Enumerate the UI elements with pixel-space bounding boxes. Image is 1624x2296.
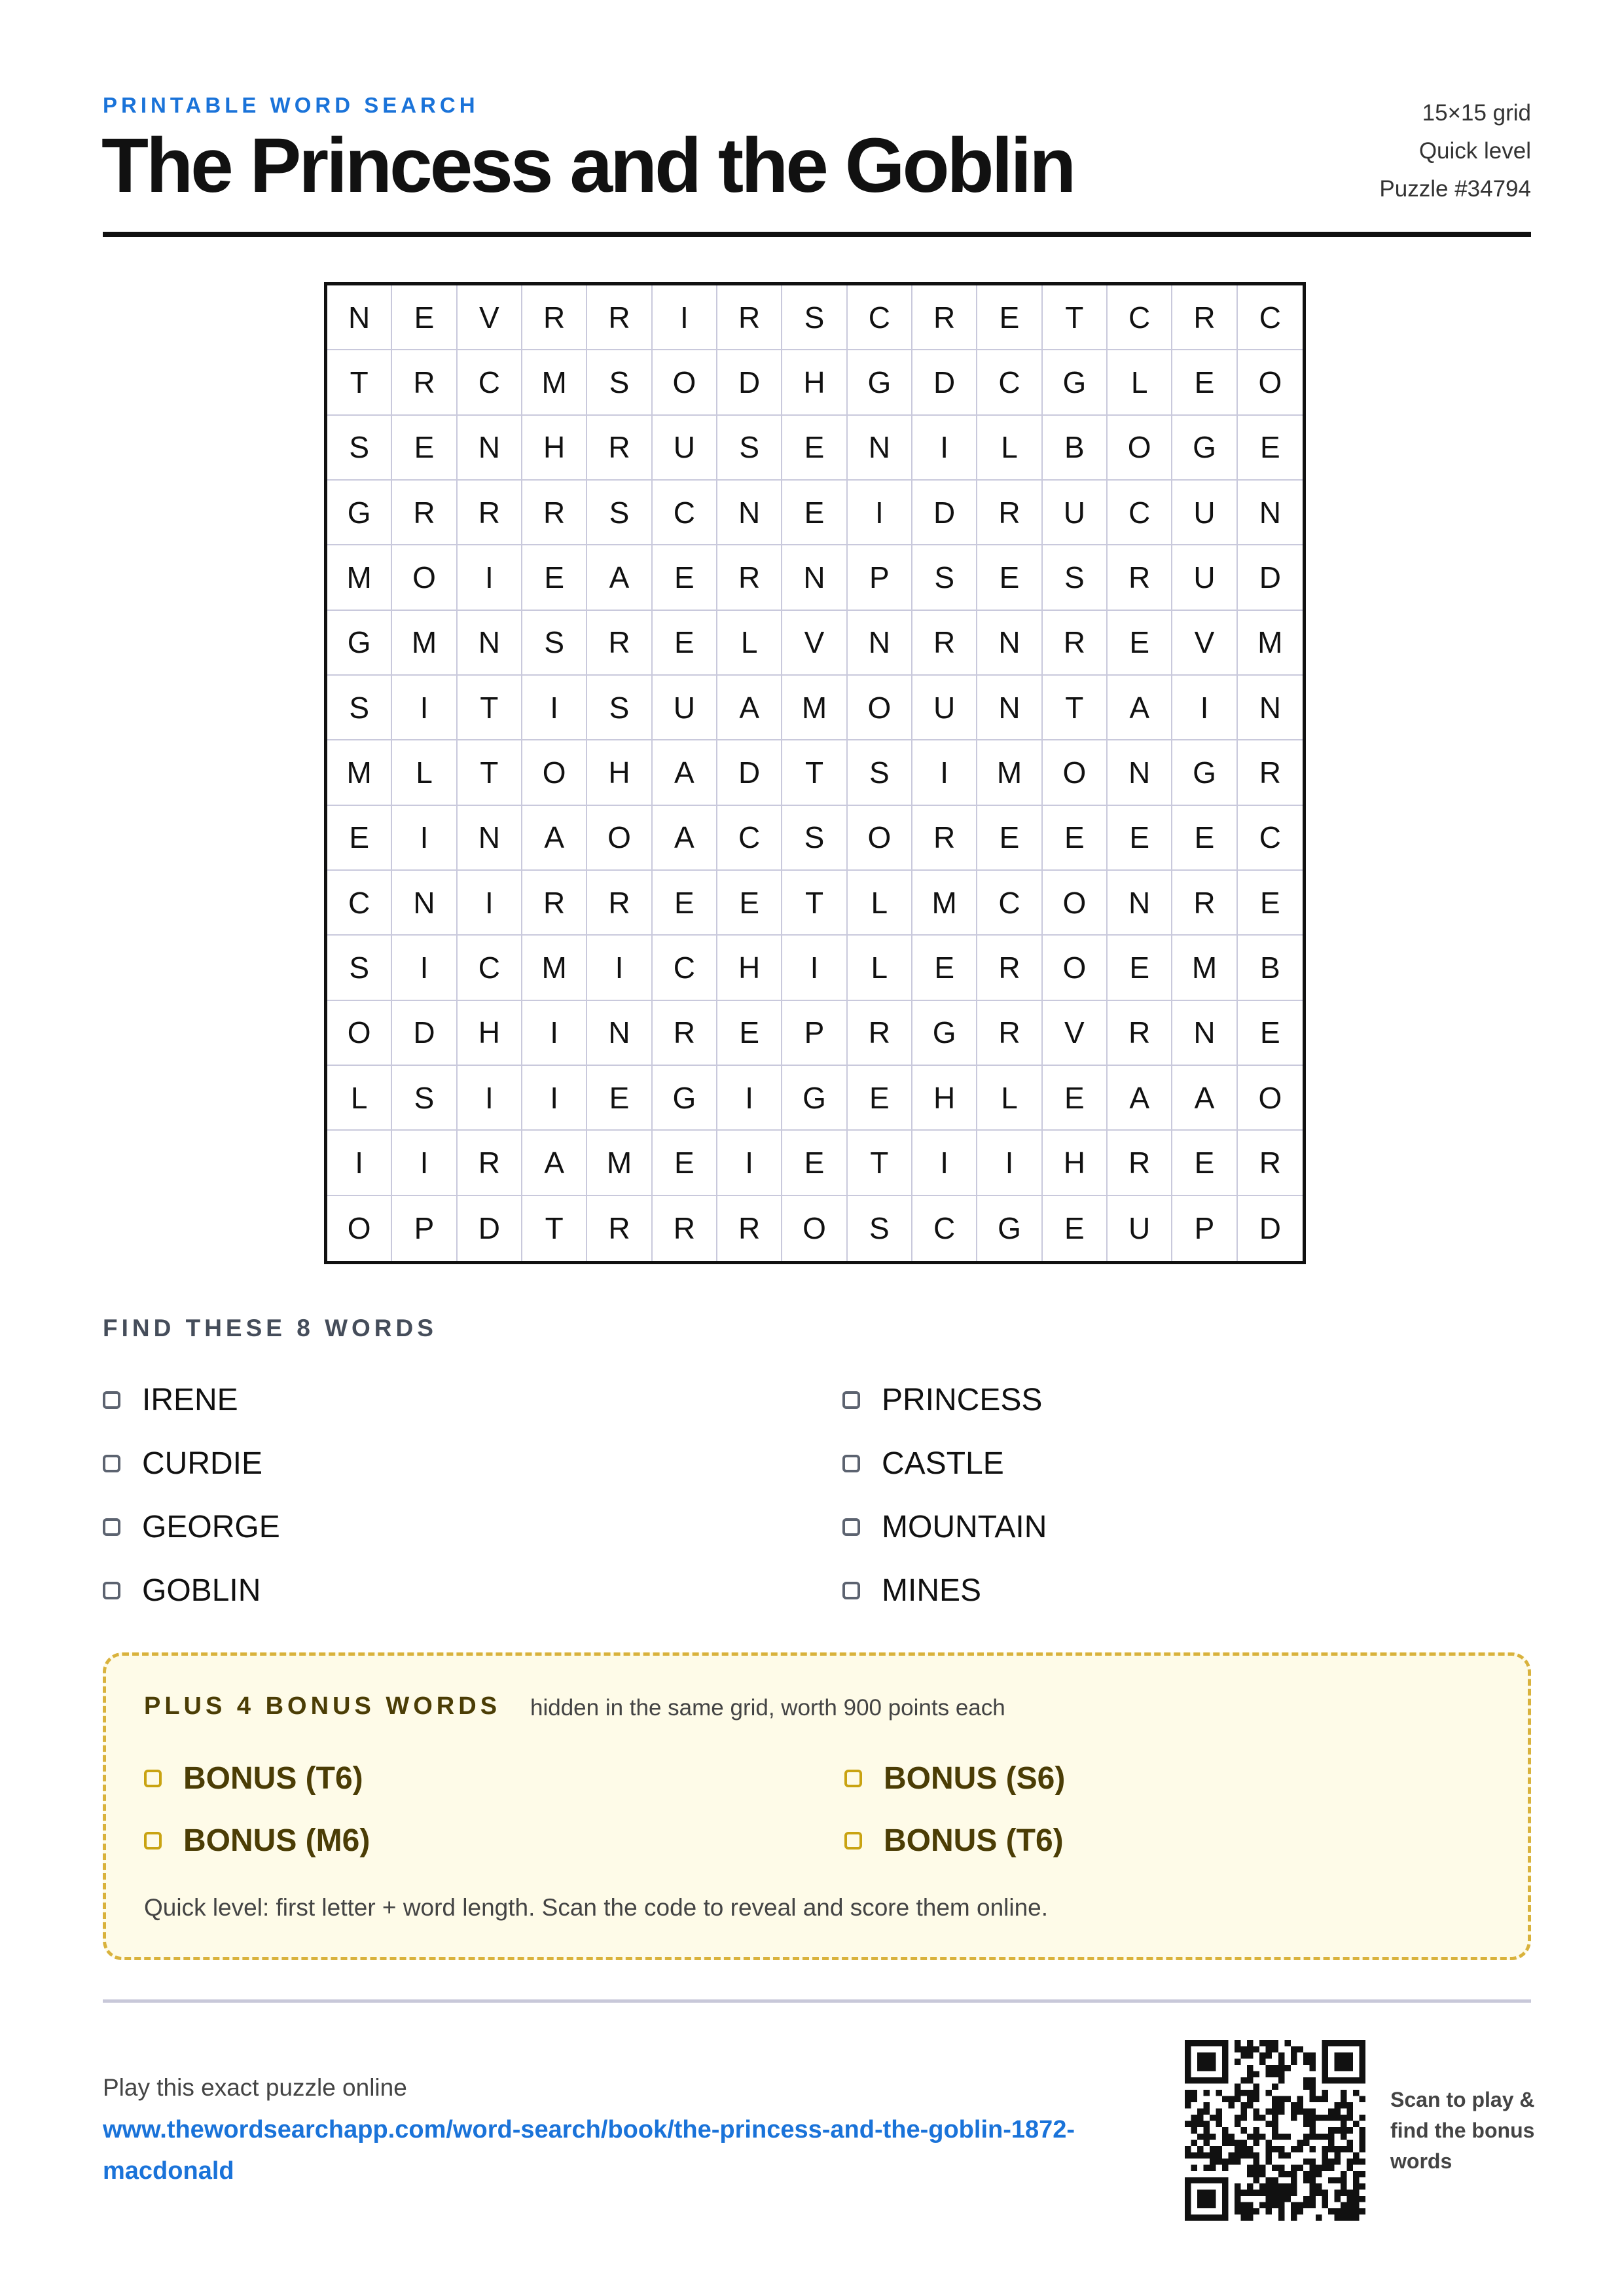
grid-cell[interactable]: M — [392, 611, 457, 676]
grid-cell[interactable]: S — [717, 416, 782, 481]
grid-cell[interactable]: P — [782, 1001, 847, 1066]
grid-cell[interactable]: U — [1043, 481, 1108, 545]
puzzle-number: Puzzle #34794 — [1379, 176, 1531, 202]
grid-cell[interactable]: R — [1108, 1131, 1172, 1195]
grid-cell[interactable]: M — [912, 871, 977, 936]
grid-cell[interactable]: O — [327, 1196, 392, 1261]
grid-cell[interactable]: C — [977, 871, 1042, 936]
grid-cell[interactable]: R — [587, 416, 652, 481]
grid-cell[interactable]: C — [1108, 285, 1172, 350]
grid-cell[interactable]: G — [1043, 350, 1108, 415]
grid-cell[interactable]: T — [458, 676, 522, 740]
kicker-label: PRINTABLE WORD SEARCH — [103, 93, 479, 117]
grid-cell[interactable]: O — [1238, 1066, 1303, 1131]
grid-cell[interactable]: D — [392, 1001, 457, 1066]
word-label: CASTLE — [882, 1446, 1004, 1481]
checkbox-icon[interactable] — [842, 1518, 860, 1536]
grid-cell[interactable]: E — [392, 285, 457, 350]
word-label: MINES — [882, 1573, 982, 1608]
bonus-word-item[interactable] — [144, 1747, 844, 1810]
grid-cell[interactable]: O — [1043, 936, 1108, 1000]
grid-cell[interactable]: G — [653, 1066, 717, 1131]
grid-cell[interactable]: O — [1043, 740, 1108, 805]
grid-cell[interactable]: M — [1238, 611, 1303, 676]
grid-cell[interactable]: C — [327, 871, 392, 936]
grid-cell[interactable]: E — [1108, 936, 1172, 1000]
word-label: IRENE — [142, 1383, 238, 1417]
grid-cell[interactable]: M — [522, 350, 587, 415]
bonus-note: Quick level: first letter + word length. Scan the code to reveal and score them online. — [144, 1894, 1049, 1921]
grid-cell[interactable]: T — [1043, 676, 1108, 740]
grid-cell[interactable]: C — [458, 350, 522, 415]
grid-cell[interactable]: A — [717, 676, 782, 740]
checkbox-icon[interactable] — [842, 1455, 860, 1472]
grid-cell[interactable]: S — [327, 936, 392, 1000]
grid-cell[interactable]: G — [848, 350, 912, 415]
grid-cell[interactable]: I — [1172, 676, 1237, 740]
grid-cell[interactable]: N — [458, 416, 522, 481]
page-title: The Princess and the Goblin — [101, 122, 1074, 209]
bonus-word-list — [144, 1747, 1126, 1872]
grid-cell[interactable]: I — [458, 1066, 522, 1131]
grid-cell[interactable]: C — [1238, 806, 1303, 871]
grid-cell[interactable]: R — [587, 611, 652, 676]
grid-cell[interactable]: I — [848, 481, 912, 545]
grid-cell[interactable]: N — [977, 611, 1042, 676]
grid-cell[interactable]: B — [1238, 936, 1303, 1000]
grid-cell[interactable]: I — [458, 871, 522, 936]
grid-cell[interactable]: D — [717, 740, 782, 805]
word-label: PRINCESS — [882, 1383, 1043, 1417]
grid-cell[interactable]: R — [653, 1001, 717, 1066]
word-item[interactable] — [842, 1368, 1150, 1432]
grid-cell[interactable]: I — [522, 1066, 587, 1131]
grid-cell[interactable]: E — [653, 611, 717, 676]
grid-cell[interactable]: O — [1238, 350, 1303, 415]
grid-cell[interactable]: E — [717, 1001, 782, 1066]
header-rule — [103, 232, 1531, 237]
grid-cell[interactable]: E — [1238, 416, 1303, 481]
grid-cell[interactable]: N — [587, 1001, 652, 1066]
grid-cell[interactable]: S — [327, 416, 392, 481]
grid-cell[interactable]: H — [587, 740, 652, 805]
grid-cell[interactable]: V — [458, 285, 522, 350]
grid-cell[interactable]: R — [392, 481, 457, 545]
grid-cell[interactable]: R — [587, 1196, 652, 1261]
word-label: GOBLIN — [142, 1573, 261, 1608]
grid-cell[interactable]: H — [912, 1066, 977, 1131]
word-label: CURDIE — [142, 1446, 263, 1481]
grid-cell[interactable]: O — [653, 350, 717, 415]
grid-cell[interactable]: A — [653, 806, 717, 871]
qr-code-icon[interactable] — [1185, 2040, 1365, 2221]
grid-cell[interactable]: R — [458, 1131, 522, 1195]
grid-cell[interactable]: R — [1043, 611, 1108, 676]
grid-cell[interactable]: D — [458, 1196, 522, 1261]
word-item[interactable] — [842, 1432, 1150, 1495]
grid-cell[interactable]: C — [717, 806, 782, 871]
grid-cell[interactable]: S — [587, 350, 652, 415]
grid-cell[interactable]: A — [1108, 676, 1172, 740]
grid-cell[interactable]: M — [1172, 936, 1237, 1000]
grid-cell[interactable]: E — [1172, 350, 1237, 415]
grid-cell[interactable]: N — [1172, 1001, 1237, 1066]
grid-cell[interactable]: C — [653, 936, 717, 1000]
grid-cell[interactable]: N — [327, 285, 392, 350]
grid-cell[interactable]: E — [1043, 1066, 1108, 1131]
puzzle-meta — [1379, 94, 1531, 208]
grid-cell[interactable]: L — [848, 936, 912, 1000]
grid-cell[interactable]: S — [522, 611, 587, 676]
grid-cell[interactable]: R — [977, 936, 1042, 1000]
grid-cell[interactable]: D — [912, 481, 977, 545]
grid-cell[interactable]: R — [717, 1196, 782, 1261]
grid-cell[interactable]: E — [1108, 611, 1172, 676]
grid-cell[interactable]: O — [848, 676, 912, 740]
grid-cell[interactable]: E — [653, 871, 717, 936]
grid-cell[interactable]: T — [782, 740, 847, 805]
grid-cell[interactable]: D — [1259, 1211, 1281, 1246]
word-item[interactable] — [842, 1559, 1150, 1622]
grid-cell[interactable]: C — [977, 350, 1042, 415]
grid-cell[interactable]: G — [327, 611, 392, 676]
grid-cell[interactable]: S — [327, 676, 392, 740]
grid-cell[interactable]: R — [912, 285, 977, 350]
grid-cell[interactable]: U — [1172, 481, 1237, 545]
grid-cell[interactable]: A — [1108, 1066, 1172, 1131]
word-item[interactable] — [103, 1432, 842, 1495]
checkbox-icon[interactable] — [842, 1391, 860, 1409]
grid-cell[interactable]: N — [1108, 871, 1172, 936]
grid-cell[interactable]: O — [587, 806, 652, 871]
checkbox-icon[interactable] — [844, 1832, 862, 1850]
grid-cell[interactable]: I — [458, 545, 522, 610]
grid-cell[interactable]: L — [717, 611, 782, 676]
grid-cell[interactable]: O — [1108, 416, 1172, 481]
grid-cell[interactable]: R — [392, 350, 457, 415]
bonus-word-item[interactable] — [844, 1747, 1126, 1810]
grid-cell[interactable]: D — [1238, 545, 1303, 610]
grid-cell[interactable]: R — [587, 871, 652, 936]
qr-caption: Scan to play & find the bonus words — [1390, 2088, 1535, 2173]
grid-cell[interactable]: R — [717, 545, 782, 610]
grid-cell[interactable]: N — [848, 416, 912, 481]
grid-cell[interactable]: I — [587, 936, 652, 1000]
grid-cell[interactable]: C — [848, 285, 912, 350]
grid-cell[interactable]: S — [587, 481, 652, 545]
grid-cell[interactable]: R — [977, 481, 1042, 545]
grid-cell[interactable]: U — [653, 676, 717, 740]
grid-cell[interactable]: L — [977, 1066, 1042, 1131]
grid-cell[interactable]: O — [522, 740, 587, 805]
grid-cell[interactable]: R — [522, 481, 587, 545]
grid-cell[interactable]: T — [458, 740, 522, 805]
grid-cell[interactable]: I — [717, 1131, 782, 1195]
grid-cell[interactable]: S — [782, 806, 847, 871]
grid-cell[interactable]: T — [848, 1131, 912, 1195]
grid-cell[interactable]: M — [587, 1131, 652, 1195]
grid-cell[interactable]: U — [1108, 1196, 1172, 1261]
grid-cell[interactable]: I — [522, 676, 587, 740]
grid-cell[interactable]: G — [977, 1196, 1042, 1261]
grid-cell[interactable]: E — [912, 936, 977, 1000]
bonus-word-item[interactable] — [144, 1810, 844, 1872]
grid-cell[interactable]: S — [587, 676, 652, 740]
word-label: MOUNTAIN — [882, 1510, 1047, 1544]
bonus-heading: PLUS 4 BONUS WORDS — [144, 1692, 501, 1720]
grid-cell[interactable]: R — [653, 1196, 717, 1261]
grid-cell[interactable]: E — [977, 545, 1042, 610]
grid-cell[interactable]: O — [848, 806, 912, 871]
grid-cell[interactable]: G — [782, 1066, 847, 1131]
grid-cell[interactable]: B — [1043, 416, 1108, 481]
grid-cell[interactable]: E — [1172, 1131, 1237, 1195]
grid-cell[interactable]: R — [977, 1001, 1042, 1066]
grid-cell[interactable]: C — [1108, 481, 1172, 545]
word-label: GEORGE — [142, 1510, 280, 1544]
grid-cell[interactable]: M — [327, 545, 392, 610]
checkbox-icon[interactable] — [103, 1391, 120, 1409]
grid-cell[interactable]: R — [1238, 740, 1303, 805]
grid-cell[interactable]: E — [392, 416, 457, 481]
grid-cell[interactable]: G — [912, 1001, 977, 1066]
grid-cell[interactable]: T — [782, 871, 847, 936]
grid-cell[interactable]: R — [1172, 285, 1237, 350]
grid-cell[interactable]: P — [392, 1196, 457, 1261]
grid-cell[interactable]: A — [522, 1131, 587, 1195]
bonus-box — [103, 1652, 1531, 1960]
grid-cell[interactable]: E — [782, 1131, 847, 1195]
grid-cell[interactable]: E — [1043, 806, 1108, 871]
grid-cell[interactable]: C — [1238, 285, 1303, 350]
checkbox-icon[interactable] — [103, 1518, 120, 1536]
grid-cell[interactable]: A — [522, 806, 587, 871]
grid-cell[interactable]: I — [392, 936, 457, 1000]
grid-cell[interactable]: P — [1172, 1196, 1237, 1261]
grid-cell[interactable]: N — [1238, 676, 1303, 740]
checkbox-icon[interactable] — [844, 1770, 862, 1787]
grid-cell[interactable]: E — [653, 1131, 717, 1195]
grid-cell[interactable]: R — [1108, 545, 1172, 610]
grid-cell[interactable]: C — [458, 936, 522, 1000]
grid-cell[interactable]: I — [522, 1001, 587, 1066]
grid-cell[interactable]: R — [912, 806, 977, 871]
grid-cell[interactable]: M — [522, 936, 587, 1000]
grid-cell[interactable]: G — [327, 481, 392, 545]
grid-cell[interactable]: S — [848, 1196, 912, 1261]
grid-cell[interactable]: U — [912, 676, 977, 740]
grid-cell[interactable]: H — [522, 416, 587, 481]
grid-cell[interactable]: E — [977, 806, 1042, 871]
grid-cell[interactable]: O — [1043, 871, 1108, 936]
grid-cell[interactable]: N — [782, 545, 847, 610]
play-online-label: Play this exact puzzle online — [103, 2074, 407, 2101]
grid-cell[interactable]: M — [977, 740, 1042, 805]
grid-cell[interactable]: P — [848, 545, 912, 610]
word-item[interactable] — [103, 1495, 842, 1559]
grid-cell[interactable]: S — [392, 1066, 457, 1131]
find-heading: FIND THESE 8 WORDS — [103, 1315, 437, 1341]
word-item[interactable] — [103, 1368, 842, 1432]
grid-cell[interactable]: U — [1172, 545, 1237, 610]
grid-cell[interactable]: N — [1108, 740, 1172, 805]
grid-cell[interactable]: R — [1172, 871, 1237, 936]
grid-cell[interactable]: L — [977, 416, 1042, 481]
grid-cell[interactable]: I — [912, 1131, 977, 1195]
grid-cell[interactable]: R — [587, 285, 652, 350]
grid-cell[interactable]: O — [327, 1001, 392, 1066]
bonus-word-label: BONUS (T6) — [884, 1823, 1064, 1858]
grid-cell[interactable]: H — [458, 1001, 522, 1066]
grid-cell[interactable]: E — [782, 481, 847, 545]
grid-cell[interactable]: E — [1172, 806, 1237, 871]
checkbox-icon[interactable] — [842, 1582, 860, 1599]
grid-cell[interactable]: E — [327, 806, 392, 871]
grid-cell[interactable]: A — [653, 740, 717, 805]
bonus-word-label: BONUS (M6) — [183, 1823, 370, 1858]
grid-cell[interactable]: S — [912, 545, 977, 610]
grid-cell[interactable]: E — [587, 1066, 652, 1131]
grid-cell[interactable]: L — [392, 740, 457, 805]
grid-cell[interactable]: N — [977, 676, 1042, 740]
grid-cell[interactable]: A — [587, 545, 652, 610]
checkbox-icon[interactable] — [103, 1455, 120, 1472]
grid-cell[interactable]: N — [458, 806, 522, 871]
grid-cell[interactable]: V — [1043, 1001, 1108, 1066]
grid-cell[interactable]: S — [848, 740, 912, 805]
puzzle-link[interactable]: www.thewordsearchapp.com/word-search/book/the-princess-and-the-goblin-1872-macdonald — [103, 2116, 1075, 2185]
word-item[interactable] — [842, 1495, 1150, 1559]
grid-cell[interactable]: E — [1108, 806, 1172, 871]
grid-cell[interactable]: C — [653, 481, 717, 545]
grid-cell[interactable]: I — [912, 740, 977, 805]
grid-cell[interactable]: R — [522, 285, 587, 350]
checkbox-icon[interactable] — [144, 1832, 162, 1850]
grid-cell[interactable]: L — [1108, 350, 1172, 415]
grid-cell[interactable]: L — [327, 1066, 392, 1131]
bonus-word-label: BONUS (T6) — [183, 1761, 363, 1796]
grid-cell[interactable]: D — [912, 350, 977, 415]
grid-cell[interactable]: E — [977, 285, 1042, 350]
grid-cell[interactable]: M — [327, 740, 392, 805]
grid-cell[interactable]: D — [717, 350, 782, 415]
grid-cell[interactable]: E — [848, 1066, 912, 1131]
grid-cell[interactable]: R — [848, 1001, 912, 1066]
grid-cell[interactable]: O — [782, 1196, 847, 1261]
footer-rule — [103, 1999, 1531, 2003]
grid-cell[interactable]: E — [1238, 871, 1303, 936]
grid-cell[interactable]: I — [653, 285, 717, 350]
grid-cell[interactable]: R — [1108, 1001, 1172, 1066]
grid-cell[interactable]: I — [912, 416, 977, 481]
grid-cell[interactable]: N — [848, 611, 912, 676]
grid-cell[interactable]: C — [912, 1196, 977, 1261]
grid-cell[interactable]: R — [458, 481, 522, 545]
grid-cell[interactable]: A — [1172, 1066, 1237, 1131]
grid-cell[interactable]: R — [522, 871, 587, 936]
grid-cell[interactable]: N — [1238, 481, 1303, 545]
grid-cell[interactable]: I — [977, 1131, 1042, 1195]
word-search-grid[interactable] — [324, 282, 1306, 1264]
grid-cell[interactable]: N — [392, 871, 457, 936]
grid-cell[interactable]: V — [782, 611, 847, 676]
grid-cell[interactable]: E — [1238, 1001, 1303, 1066]
bonus-subheading: hidden in the same grid, worth 900 points each — [530, 1695, 1005, 1721]
word-item[interactable] — [103, 1559, 842, 1622]
grid-cell[interactable]: R — [912, 611, 977, 676]
word-list — [103, 1368, 1150, 1630]
grid-cell[interactable]: E — [717, 871, 782, 936]
checkbox-icon[interactable] — [144, 1770, 162, 1787]
grid-cell[interactable]: L — [848, 871, 912, 936]
grid-size: 15×15 grid — [1422, 100, 1531, 126]
grid-cell[interactable]: I — [717, 1066, 782, 1131]
bonus-word-label: BONUS (S6) — [884, 1761, 1066, 1796]
grid-cell[interactable]: E — [782, 416, 847, 481]
grid-cell[interactable]: H — [782, 350, 847, 415]
grid-cell[interactable]: I — [782, 936, 847, 1000]
grid-cell[interactable]: V — [1172, 611, 1237, 676]
grid-cell[interactable]: G — [1172, 416, 1237, 481]
grid-cell[interactable]: S — [1043, 545, 1108, 610]
grid-cell[interactable]: T — [522, 1196, 587, 1261]
bonus-word-item[interactable] — [844, 1810, 1126, 1872]
checkbox-icon[interactable] — [103, 1582, 120, 1599]
grid-cell[interactable]: E — [653, 545, 717, 610]
grid-cell[interactable]: I — [392, 676, 457, 740]
grid-cell[interactable]: O — [392, 545, 457, 610]
grid-cell[interactable]: E — [522, 545, 587, 610]
grid-cell[interactable]: H — [717, 936, 782, 1000]
grid-cell[interactable]: N — [458, 611, 522, 676]
grid-cell[interactable]: S — [782, 285, 847, 350]
grid-cell[interactable]: U — [653, 416, 717, 481]
grid-cell[interactable]: T — [1043, 285, 1108, 350]
grid-cell[interactable]: T — [327, 350, 392, 415]
difficulty-level: Quick level — [1418, 138, 1531, 164]
grid-cell[interactable]: R — [717, 285, 782, 350]
grid-cell[interactable]: I — [327, 1131, 392, 1195]
grid-cell[interactable]: I — [392, 1131, 457, 1195]
grid-cell[interactable]: N — [717, 481, 782, 545]
grid-cell[interactable]: M — [782, 676, 847, 740]
grid-cell[interactable]: H — [1043, 1131, 1108, 1195]
grid-cell[interactable]: R — [1238, 1131, 1303, 1195]
grid-cell[interactable]: G — [1172, 740, 1237, 805]
grid-cell[interactable]: E — [1043, 1196, 1108, 1261]
grid-cell[interactable]: I — [392, 806, 457, 871]
